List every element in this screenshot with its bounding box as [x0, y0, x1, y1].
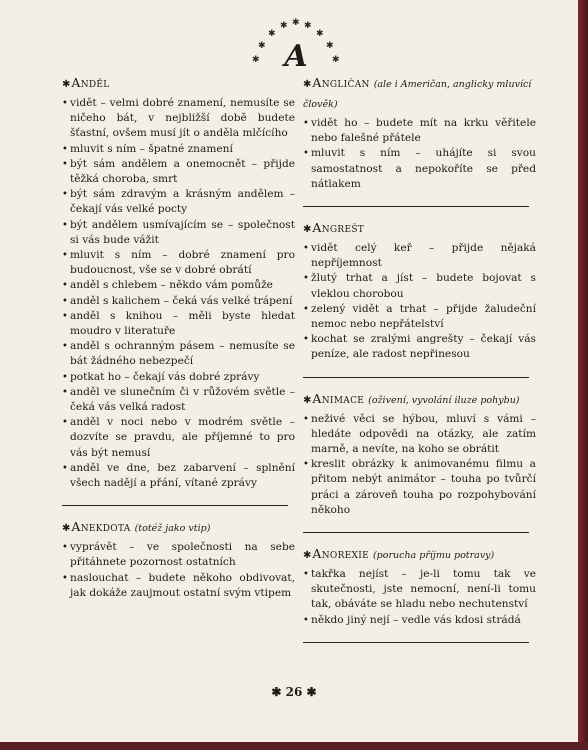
list-item: • anděl s chlebem – někdo vám pomůže	[62, 278, 295, 293]
list-item: • zelený vidět a trhat – přijde žaludeční nemoc nebo nepřátelství	[303, 302, 536, 332]
ornament-letter: A	[284, 39, 308, 74]
list-item: • neživé věci se hýbou, mluví s vámi – hledáte odpovědi na otázky, ale zatím marně, a nevíte, na koho se obrátit	[303, 412, 536, 458]
entry-andel	[62, 74, 295, 491]
list-item: • někdo jiný nejí – vedle vás kdosi strádá	[303, 613, 536, 628]
entry-anekdota	[62, 518, 295, 601]
list-item: • být sám zdravým a krásným andělem – čekají vás velké pocty	[62, 187, 295, 217]
list-item: • kochat se zralými angrešty – čekají vás peníze, ale radost nepřinesou	[303, 332, 536, 362]
svg-text:✱: ✱	[332, 55, 340, 65]
headword-note: (porucha příjmu potravy)	[372, 550, 495, 562]
page-number-text: 26	[285, 685, 303, 699]
list-item: • kreslit obrázky k animovanému filmu a přitom nebýt animátor – touha po tvůrčí práci a zároveň touha po rozpohybování někoho	[303, 457, 536, 518]
entry-animace	[303, 390, 536, 518]
svg-text:✱: ✱	[304, 21, 312, 31]
list-item: • mluvit s ním – špatné znamení	[62, 142, 295, 157]
svg-text:✱: ✱	[268, 29, 276, 39]
star-icon: ✱	[271, 685, 282, 699]
headword: Animace	[312, 390, 365, 406]
headword: Anděl	[71, 75, 110, 90]
entry-heading	[303, 545, 536, 565]
left-column	[62, 74, 295, 615]
headword: Anekdota	[71, 519, 131, 535]
entry-list	[303, 116, 536, 192]
list-item: • takřka nejíst – je-li tomu tak ve skutečnosti, jste nemocní, není-li tomu tak, obáváte se hladu nebo nechutenství	[303, 567, 536, 613]
list-item: • anděl s knihou – měli byste hledat moudro v literatuře	[62, 309, 295, 339]
list-item: • vidět celý keř – přijde nějaká nepříjemnost	[303, 241, 536, 271]
list-item: • žlutý trhat a jíst – budete bojovat s vleklou chorobou	[303, 271, 536, 301]
list-item: • mluvit s ním – dobré znamení pro budoucnost, vše se v dobré obrátí	[62, 248, 295, 278]
list-item: • anděl v noci nebo v modrém světle – dozvíte se pravdu, ale příjemné to pro vás být nemusí	[62, 415, 295, 461]
list-item: • naslouchat – budete někoho obdivovat, jak dokáže zaujmout ostatní svým vtipem	[62, 571, 295, 601]
entry-list	[62, 540, 295, 601]
list-item: • anděl ve slunečním či v růžovém světle – čeká vás velká radost	[62, 385, 295, 415]
entry-list	[303, 241, 536, 363]
headword-note: (oživení, vyvolání iluze pohybu)	[368, 394, 520, 406]
list-item: • anděl s ochranným pásem – nemusíte se bát žádného nebezpečí	[62, 339, 295, 369]
headword-note: (totéž jako vtip)	[134, 523, 211, 535]
divider	[303, 206, 529, 207]
headword: Angličan	[312, 75, 370, 90]
letter-ornament	[244, 14, 348, 74]
right-column	[303, 74, 536, 655]
list-item: • vidět – velmi dobré znamení, nemusíte se ničeho bát, v nejbližší době budete šťastní, ovšem musí jít o anděla mlčícího	[62, 96, 295, 142]
svg-text:✱: ✱	[326, 41, 334, 51]
headword-note: (ale i Američan, anglicky mluvící člověk)	[303, 79, 532, 110]
svg-text:✱: ✱	[280, 21, 288, 31]
star-icon: ✱	[303, 224, 312, 236]
list-item: • být sám andělem a onemocnět – přijde těžká choroba, smrt	[62, 157, 295, 187]
list-item: • vyprávět – ve společnosti na sebe přitáhnete pozornost ostatních	[62, 540, 295, 570]
headword: Angrešt	[312, 220, 365, 236]
entry-list	[303, 567, 536, 628]
star-icon: ✱	[303, 550, 312, 562]
headword: Anorexie	[312, 546, 369, 562]
star-icon: ✱	[303, 79, 312, 90]
list-item: • anděl s kalichem – čeká vás velké trápení	[62, 294, 295, 309]
svg-text:✱: ✱	[258, 41, 266, 51]
list-item: • anděl ve dne, bez zabarvení – splnění všech nadějí a přání, vítané zprávy	[62, 461, 295, 491]
entry-anglican	[303, 74, 536, 192]
entry-list	[303, 412, 536, 518]
divider	[303, 532, 529, 533]
svg-text:✱: ✱	[316, 29, 324, 39]
star-icon: ✱	[303, 394, 312, 406]
divider	[303, 642, 529, 643]
svg-text:✱: ✱	[292, 18, 300, 28]
star-icon: ✱	[306, 685, 317, 699]
book-cover-edge	[0, 742, 588, 750]
list-item: • být andělem usmívajícím se – společnost si vás bude vážit	[62, 218, 295, 248]
entry-angrest	[303, 219, 536, 363]
svg-text:✱: ✱	[252, 55, 260, 65]
page-number	[262, 685, 326, 699]
list-item: • mluvit s ním – uhájíte si svou samostatnost a nepokoříte se před nátlakem	[303, 146, 536, 192]
star-icon: ✱	[62, 79, 71, 90]
entry-heading	[303, 390, 536, 410]
entry-heading	[303, 219, 536, 239]
entry-list	[62, 96, 295, 491]
list-item: • potkat ho – čekají vás dobré zprávy	[62, 370, 295, 385]
entry-heading	[62, 518, 295, 538]
divider	[303, 377, 529, 378]
entry-heading	[62, 74, 295, 94]
book-spine	[578, 0, 588, 750]
entry-heading	[303, 74, 536, 114]
entry-anorexie	[303, 545, 536, 628]
list-item: • vidět ho – budete mít na krku věřitele nebo falešné přátele	[303, 116, 536, 146]
divider	[62, 505, 288, 506]
star-icon: ✱	[62, 523, 71, 535]
